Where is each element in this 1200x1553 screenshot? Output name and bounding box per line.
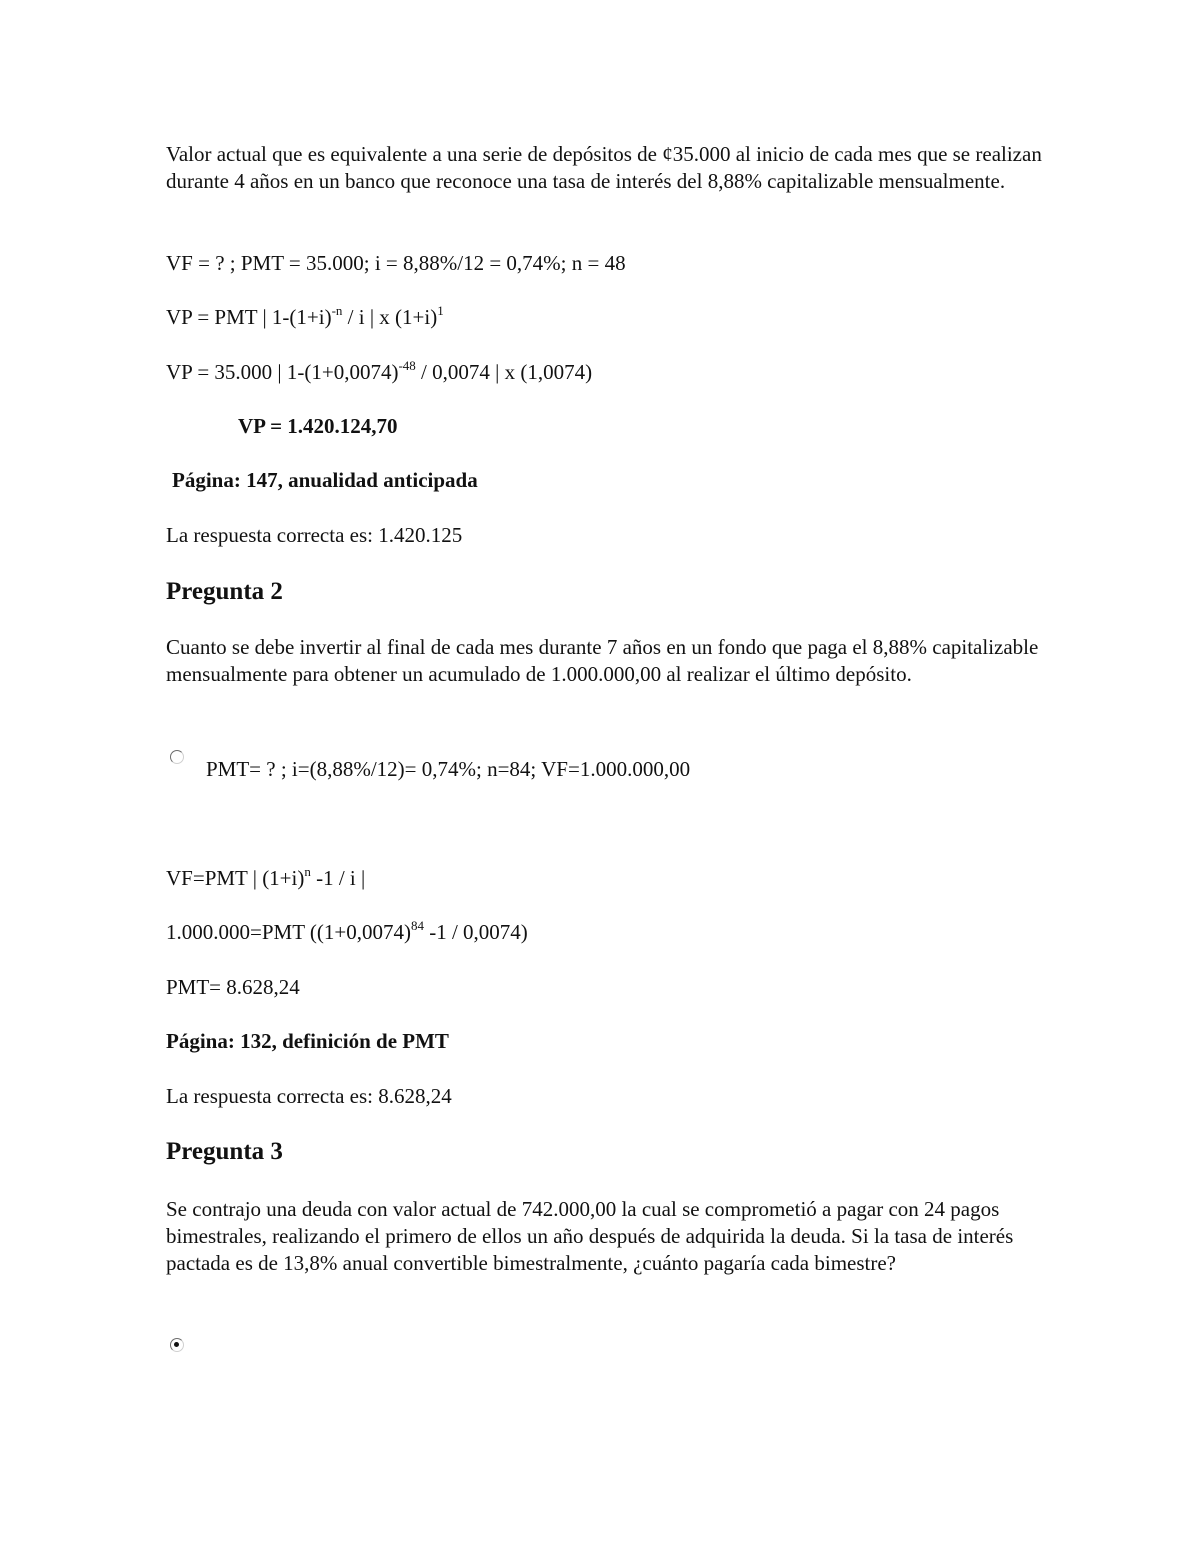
q1-statement: Valor actual que es equivalente a una serie de depósitos de ¢35.000 al inicio de cada mes que se realizan durante 4 años en un banco que reconoce una tasa de interés del 8,88% capitalizable mensualmente. [166, 142, 1042, 193]
q1-substitution-exponent: -48 [398, 358, 416, 373]
q2-formula-part-a: VF=PMT | (1+i) [166, 866, 305, 890]
q3-option-radio[interactable] [170, 1338, 184, 1352]
q2-statement: Cuanto se debe invertir al final de cada mes durante 7 años en un fondo que paga el 8,88% capitalizable mensualmente para obtener un acumulado de 1.000.000,00 al realizar el último depósito. [166, 635, 1039, 686]
q2-option-radio[interactable] [170, 750, 184, 764]
q3-heading: Pregunta 3 [166, 1138, 283, 1165]
q2-substitution [166, 919, 528, 946]
q2-formula [166, 865, 365, 892]
q1-substitution-part-a: VP = 35.000 | 1-(1+0,0074) [166, 360, 399, 384]
q2-answer: La respuesta correcta es: 8.628,24 [166, 1084, 452, 1108]
q1-givens: VF = ? ; PMT = 35.000; i = 8,88%/12 = 0,74%; n = 48 [166, 251, 626, 275]
q2-substitution-part-a: 1.000.000=PMT ((1+0,0074) [166, 920, 411, 944]
q1-answer: La respuesta correcta es: 1.420.125 [166, 523, 463, 547]
q2-reference: Página: 132, definición de PMT [166, 1029, 449, 1053]
q1-formula-exponent-a: -n [331, 303, 343, 318]
q1-formula [166, 304, 444, 331]
q1-formula-part-b: / i | x (1+i) [342, 305, 438, 329]
q1-formula-exponent-b: 1 [437, 303, 444, 318]
q2-substitution-exponent: 84 [410, 918, 424, 933]
q1-substitution-part-b: / 0,0074 | x (1,0074) [415, 360, 593, 384]
q1-formula-part-a: VP = PMT | 1-(1+i) [166, 305, 332, 329]
q2-formula-exponent: n [304, 864, 311, 879]
q2-result: PMT= 8.628,24 [166, 975, 300, 999]
q1-substitution [166, 359, 592, 386]
q3-statement: Se contrajo una deuda con valor actual de 742.000,00 la cual se comprometió a pagar con 24 pagos bimestrales, realizando el primero de ellos un año después de adquirida la deuda. Si la tasa de interés pactada es de 13,8% anual convertible bimestralmente, ¿cuánto pagaría cada bimestre? [166, 1197, 1014, 1275]
q1-result: VP = 1.420.124,70 [238, 414, 398, 438]
q2-option-label[interactable]: PMT= ? ; i=(8,88%/12)= 0,74%; n=84; VF=1.000.000,00 [206, 757, 691, 781]
q2-substitution-part-b: -1 / 0,0074) [423, 920, 528, 944]
q2-formula-part-b: -1 / i | [310, 866, 366, 890]
q2-heading: Pregunta 2 [166, 578, 283, 605]
q1-reference: Página: 147, anualidad anticipada [172, 468, 478, 492]
